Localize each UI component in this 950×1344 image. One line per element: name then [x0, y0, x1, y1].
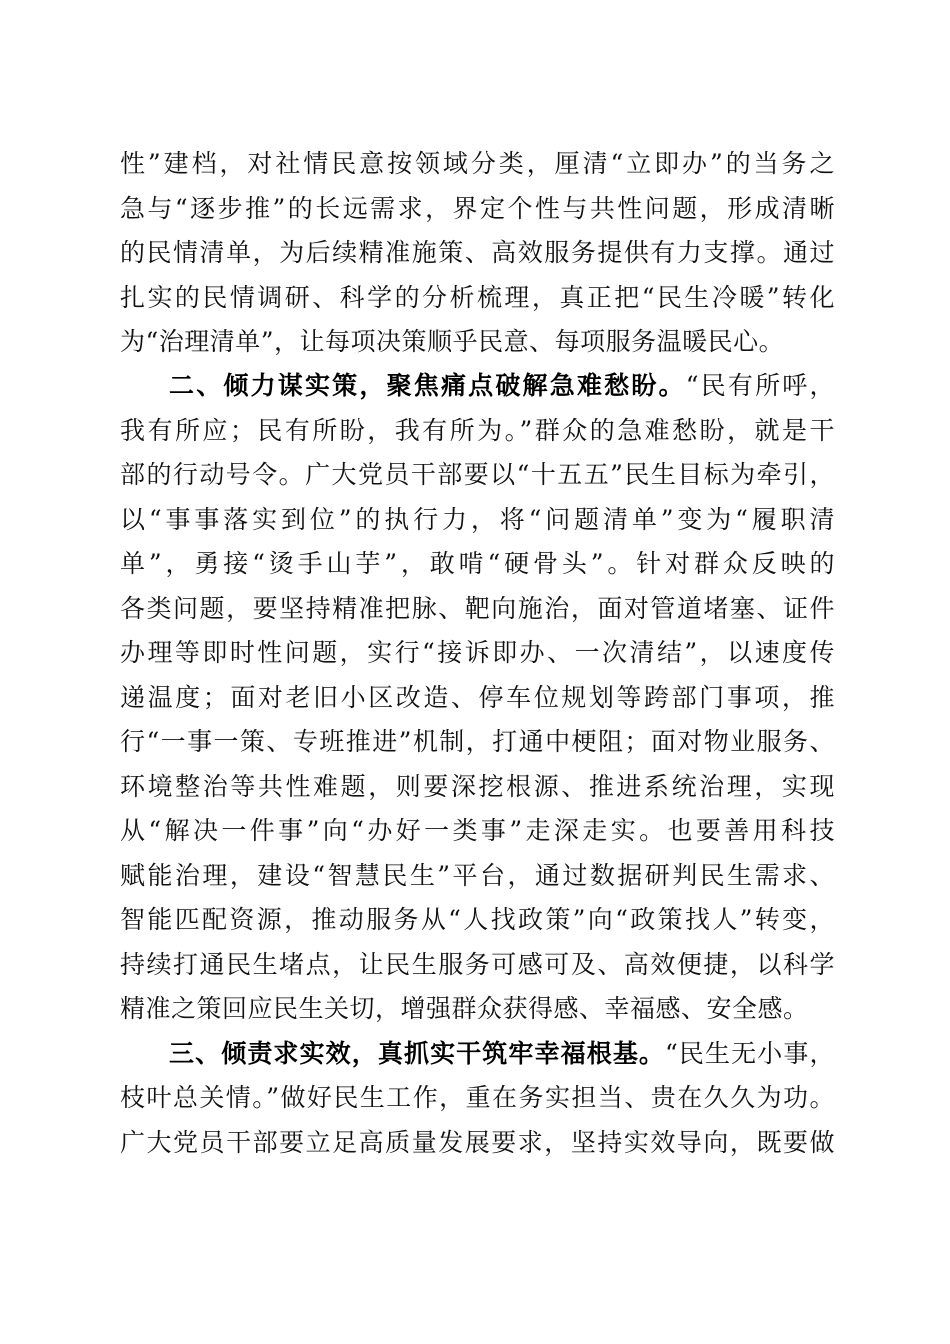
- paragraph-1-line: 扎实的民情调研、科学的分析梳理，真正把“民生冷暖”转化: [120, 283, 835, 312]
- paragraph-1-line: 性”建档，对社情民意按领域分类，厘清“立即办”的当务之: [120, 149, 835, 178]
- paragraph-2-line: 从“解决一件事”向“办好一类事”走深走实。也要善用科技: [120, 816, 835, 845]
- paragraph-2-line: 环境整治等共性难题，则要深挖根源、推进系统治理，实现: [120, 772, 835, 801]
- paragraph-1-line: 急与“逐步推”的长远需求，界定个性与共性问题，形成清晰: [120, 194, 835, 223]
- paragraph-2-line: 递温度；面对老旧小区改造、停车位规划等跨部门事项，推: [120, 683, 835, 712]
- paragraph-3-line: 广大党员干部要立足高质量发展要求，坚持实效导向，既要做: [120, 1128, 835, 1157]
- paragraph-3-first-line: [169, 1032, 835, 1076]
- paragraph-2-line: 智能匹配资源，推动服务从“人找政策”向“政策找人”转变，: [120, 905, 835, 934]
- paragraph-2-line: 赋能治理，建设“智慧民生”平台，通过数据研判民生需求、: [120, 861, 835, 890]
- paragraph-2-line: 部的行动号令。广大党员干部要以“十五五”民生目标为牵引，: [120, 460, 835, 489]
- section-3-lead-text: “民生无小事，: [665, 1039, 835, 1068]
- paragraph-2-line: 行“一事一策、专班推进”机制，打通中梗阻；面对物业服务、: [120, 727, 835, 756]
- paragraph-1-line: 的民情清单，为后续精准施策、高效服务提供有力支撑。通过: [120, 238, 835, 267]
- paragraph-2-line: 精准之策回应民生关切，增强群众获得感、幸福感、安全感。: [120, 994, 809, 1023]
- paragraph-2-line: 持续打通民生堵点，让民生服务可感可及、高效便捷，以科学: [120, 950, 835, 979]
- paragraph-2-line: 我有所应；民有所盼，我有所为。”群众的急难愁盼，就是干: [120, 416, 835, 445]
- section-2-lead-text: “民有所呼，: [685, 371, 835, 400]
- paragraph-2-line: 各类问题，要坚持精准把脉、靶向施治，面对管道堵塞、证件: [120, 594, 835, 623]
- paragraph-2-line: 办理等即时性问题，实行“接诉即办、一次清结”，以速度传: [120, 638, 835, 667]
- paragraph-2-line: 单”，勇接“烫手山芋”，敢啃“硬骨头”。针对群众反映的: [120, 549, 835, 578]
- paragraph-2-first-line: [169, 364, 835, 408]
- paragraph-2-line: 以“事事落实到位”的执行力，将“问题清单”变为“履职清: [120, 505, 835, 534]
- paragraph-3-line: 枝叶总关情。”做好民生工作，重在务实担当、贵在久久为功。: [120, 1083, 835, 1112]
- section-3-heading: 三、倾责求实效，真抓实干筑牢幸福根基。: [169, 1039, 666, 1068]
- paragraph-1-line: 为“治理清单”，让每项决策顺乎民意、每项服务温暖民心。: [120, 327, 785, 356]
- section-2-heading: 二、倾力谋实策，聚焦痛点破解急难愁盼。: [169, 371, 686, 400]
